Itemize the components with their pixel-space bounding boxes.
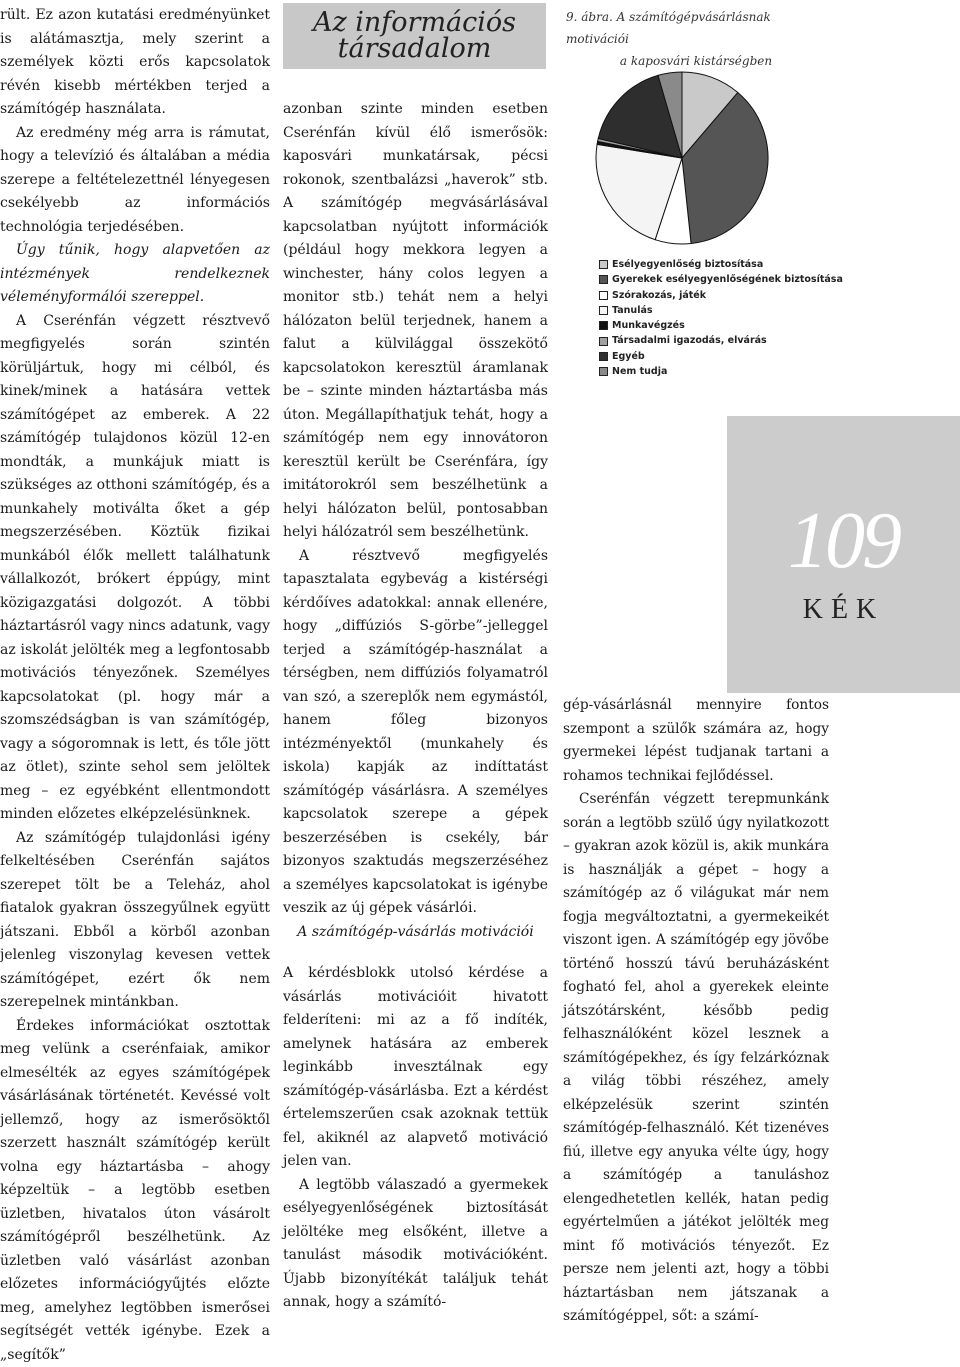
pie-chart	[592, 68, 772, 248]
legend-item	[599, 272, 839, 287]
paragraph: A résztvevő megfigyelés tapasztalata egybevág a kistérségi kérdőíves adatokkal: annak ellenére, hogy „diffúziós S-görbe”-jelleggel terjed a számítógép-használat a térségben, nem diffúziós folyamatról van szó, a szereplők nem egymástól, hanem főleg bizonyos intézményektől (munkahely és iskola) kapják az indíttatást számítógép vásárlásra. A személyes kapcsolatok szerepe a gépek beszerzésében is csekély, bár bizonyos szaktudás megszerzéséhez a személyes kapcsolatokat is igénybe veszik az új gépek vásárlói.	[283, 545, 548, 921]
legend-item	[599, 303, 839, 318]
journal-label: KÉK	[727, 594, 960, 626]
column-right	[563, 694, 829, 1329]
section-heading: A számítógép-vásárlás motivációi	[283, 921, 548, 945]
legend-item	[599, 288, 839, 303]
paragraph: A legtöbb válaszadó a gyermekek esélyegyenlőségének biztosítását jelöltéke meg elsőként, illetve a tanulást második motivációként. Újabb bizonyítékát találjuk tehát annak, hogy a számító-	[283, 1174, 548, 1315]
legend-item	[599, 318, 839, 333]
figure-caption-line1: 9. ábra. A számítógépvásárlásnak motivációi	[566, 6, 826, 50]
column-middle	[283, 98, 548, 1315]
legend-swatch	[599, 352, 608, 361]
legend-label: Szórakozás, játék	[612, 288, 706, 303]
legend-label: Társadalmi igazodás, elvárás	[612, 333, 767, 348]
legend-swatch	[599, 291, 608, 300]
paragraph: azonban szinte minden esetben Cserénfán kívül élő ismerősök: kaposvári munkatársak, pécsi rokonok, szentbalázsi „haverok” stb. A számítógép megvásárlásával kapcsolatban nyújtott információk (például hogy mekkora legyen a winchester, hány colos legyen a monitor stb.) tehát nem a helyi hálózaton belül terjednek, hanem a falut a külvilággal összekötő kapcsolatokon keresztül áramlanak be – szinte minden háztartásba más úton. Megállapíthatjuk tehát, hogy a számítógép nem egy innovátoron keresztül került be Cserénfára, így imitátorokról sem beszélhetünk a helyi hálózaton belül, pontosabban helyi hálózatról sem beszélhetünk.	[283, 98, 548, 545]
legend-label: Munkavégzés	[612, 318, 685, 333]
legend-swatch	[599, 260, 608, 269]
legend-label: Esélyegyenlőség biztosítása	[612, 257, 763, 272]
paragraph: Érdekes információkat osztottak meg velünk a cserénfaiak, amikor elmesélték az egyes számítógépek vásárlásának történetét. Kevéssé volt jellemző, hogy az ismerősöktől szerzett használt számítógép került volna egy háztartásba – ahogy képzeltük – a legtöbb esetben üzletben, hivatalos úton vásárolt számítógépről beszélhetünk. Az üzletben való vásárlást azonban előzetes információgyűjtés előzte meg, amelyhez legtöbben ismerősei segítségét vették igénybe. Ezek a „segítők”	[0, 1015, 270, 1367]
legend-item	[599, 349, 839, 364]
legend-swatch	[599, 367, 608, 376]
banner-title-line2: társadalom	[283, 36, 546, 62]
paragraph: Cserénfán végzett terepmunkánk során a legtöbb szülő úgy nyilatkozott – gyakran azok közül is, akik munkára is használják a gépet – hogy a számítógép az ő világukat már nem fogja megváltoztatni, a gyermekeikét viszont igen. A számítógép egy jövőbe történő hosszú távú beruházásként fogható fel, ahol a gyerekek eleinte játszótársként, később pedig felhasználóként közel lesznek a számítógépekhez, és így felzárkóznak a világ többi részéhez, amely elképzelésük szerint szintén számítógép-felhasználó. Két tizenéves fiú, illetve egy anyuka vélte úgy, hogy a számítógép a tanuláshoz elengedhetetlen kellék, hatan pedig egyértelműen a játékot jelölték meg mint fő motivációs tényezőt. Ez persze nem jelenti azt, hogy a többi háztartásban nem játszanak a számítógéppel, sőt: a számí-	[563, 788, 829, 1329]
figure-caption-line2: a kaposvári kistárségben	[566, 50, 826, 72]
legend-swatch	[599, 306, 608, 315]
legend-swatch	[599, 321, 608, 330]
paragraph: rült. Ez azon kutatási eredményünket is alátámasztja, mely szerint a személyek közti erős kapcsolatok révén kisebb mértékben terjed a számítógép használata.	[0, 4, 270, 122]
legend-item	[599, 257, 839, 272]
chart-legend	[599, 257, 839, 379]
legend-swatch	[599, 275, 608, 284]
legend-label: Nem tudja	[612, 364, 667, 379]
section-banner	[283, 3, 546, 69]
banner-title-line1: Az információs	[283, 3, 546, 36]
column-left	[0, 4, 270, 1367]
legend-item	[599, 364, 839, 379]
legend-swatch	[599, 337, 608, 346]
figure-caption	[566, 6, 826, 72]
legend-label: Egyéb	[612, 349, 645, 364]
paragraph: A Cserénfán végzett résztvevő megfigyelés során szintén körüljártuk, hogy mi célból, és kinek/minek a hatására vettek számítógépet az emberek. A 22 számítógép tulajdonos közül 12-en mondták, a munkájuk miatt is szükséges az otthoni számítógép, és a munkahely motiválta őket a gép megszerzésében. Köztük fizikai munkából élők mellett találhatunk vállalkozót, brókert éppúgy, mint közigazgatási dolgozót. A többi háztartásról vagy nincs adatunk, vagy az iskolát jelölték meg a legfontosabb motivációs tényezőnek. Személyes kapcsolatokat (pl. hogy már a szomszédságban is van számítógép, vagy a sógoromnak is lett, és tőle jött az ötlet), szinte sehol sem jelöltek meg – ez egyébként ellentmondott minden előzetes elképzelésünknek.	[0, 310, 270, 827]
legend-item	[599, 333, 839, 348]
paragraph: Úgy tűnik, hogy alapvetően az intézmények rendelkeznek véleményformálói szereppel.	[0, 239, 270, 310]
paragraph: gép-vásárlásnál mennyire fontos szempont a szülők számára az, hogy gyermekei lépést tudjanak tartani a rohamos technikai fejlődéssel.	[563, 694, 829, 788]
legend-label: Tanulás	[612, 303, 653, 318]
legend-label: Gyerekek esélyegyenlőségének biztosítása	[612, 272, 843, 287]
page-number-box	[727, 416, 960, 693]
page-number: 109	[727, 496, 960, 586]
paragraph: Az számítógép tulajdonlási igény felkeltésében Cserénfán sajátos szerepet tölt be a Teleház, ahol fiatalok gyakran összegyűlnek együtt játszani. Ebből a körből azonban jelenleg viszonylag kevesen vettek számítógépet, ezért ők nem szerepelnek mintánkban.	[0, 827, 270, 1015]
paragraph: Az eredmény még arra is rámutat, hogy a televízió és általában a média szerepe a feltételezettnél lényegesen csekélyebb az információs technológia terjedésében.	[0, 122, 270, 240]
paragraph: A kérdésblokk utolsó kérdése a vásárlás motivációit hivatott felderíteni: mi az a fő indíték, amelynek hatására az emberek leginkább invesztálnak egy számítógép-vásárlásba. Ezt a kérdést értelemszerűen csak azoknak tettük fel, akiknél az alapvető motiváció jelen van.	[283, 962, 548, 1174]
